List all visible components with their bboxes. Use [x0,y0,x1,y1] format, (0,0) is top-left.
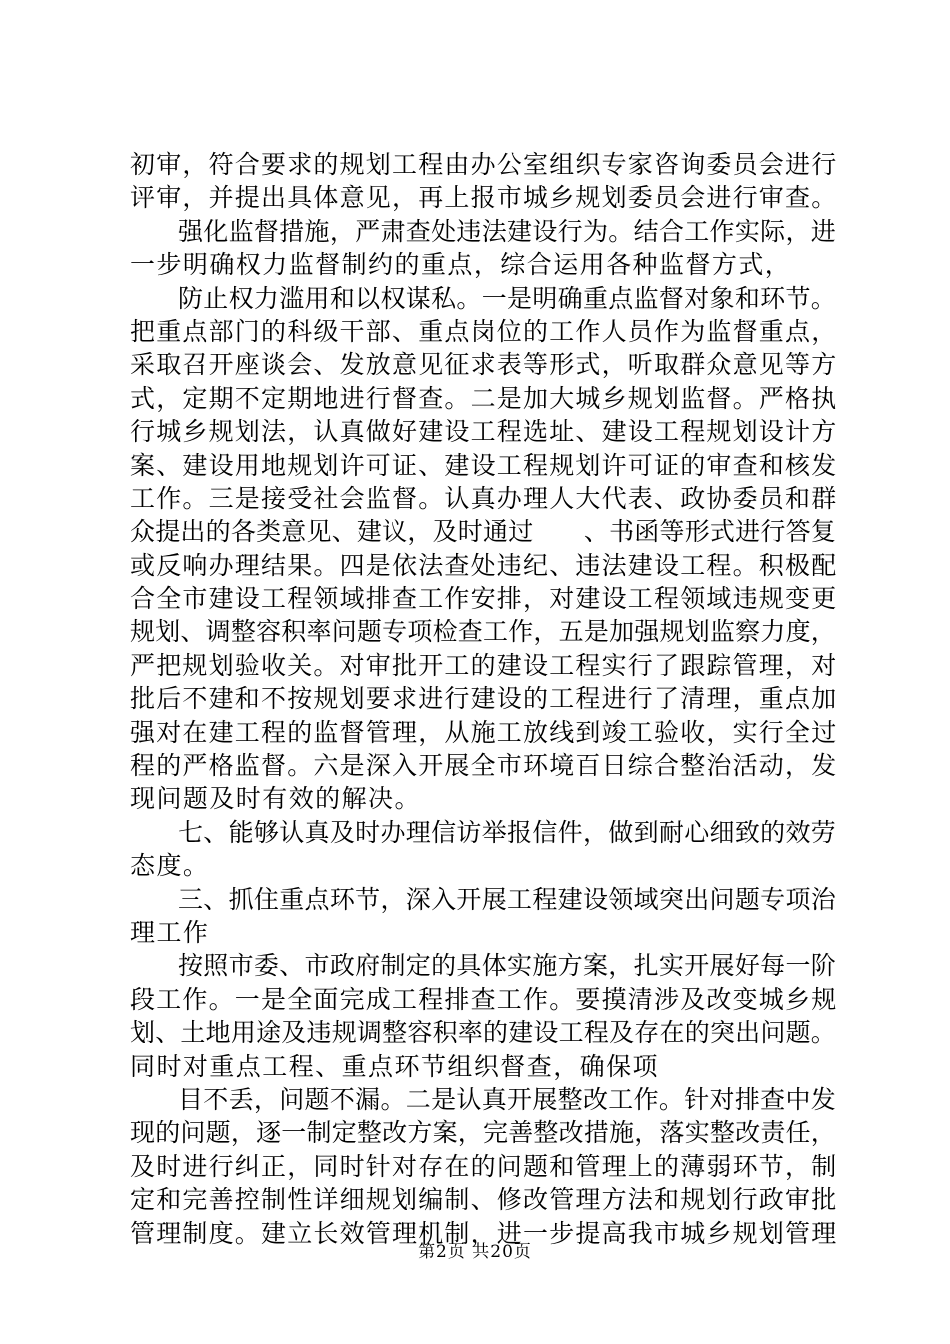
text-line: 按照市委、市政府制定的具体实施方案，扎实开展好每一阶 [178,951,836,981]
text-line: 强对在建工程的监督管理，从施工放线到竣工验收，实行全过 [130,717,838,747]
text-line: 定和完善控制性详细规划编制、修改管理方法和规划行政审批 [130,1185,838,1215]
text-line: 严把规划验收关。对审批开工的建设工程实行了跟踪管理，对 [130,650,838,680]
text-line: 案、建设用地规划许可证、建设工程规划许可证的审查和核发 [130,450,838,480]
text-line: 工作。三是接受社会监督。认真办理人大代表、政协委员和群 [130,483,838,513]
text-line: 或反响办理结果。四是依法查处违纪、违法建设工程。积极配 [130,550,838,580]
text-line: 防止权力滥用和以权谋私。一是明确重点监督对象和环节。 [178,283,836,313]
text-line: 程的严格监督。六是深入开展全市环境百日综合整治活动，发 [130,751,838,781]
text-line: 强化监督措施，严肃查处违法建设行为。结合工作实际，进 [178,216,836,246]
text-line: 段工作。一是全面完成工程排查工作。要摸清涉及改变城乡规 [130,984,838,1014]
text-line: 规划、调整容积率问题专项检查工作，五是加强规划监察力度， [130,617,836,647]
text-line: 划、土地用途及违规调整容积率的建设工程及存在的突出问题。 [130,1018,836,1048]
text-line: 管理制度。建立长效管理机制，进一步提高我市城乡规划管理 [130,1218,838,1248]
text-line: 目不丢，问题不漏。二是认真开展整改工作。针对排查中发 [178,1084,836,1114]
text-line: 批后不建和不按规划要求进行建设的工程进行了清理，重点加 [130,684,838,714]
text-line: 行城乡规划法，认真做好建设工程选址、建设工程规划设计方 [130,417,838,447]
text-line: 理工作 [130,917,210,947]
text-line: 态度。 [130,851,210,881]
text-line: 合全市建设工程领域排查工作安排，对建设工程领域违规变更 [130,584,838,614]
text-line: 评审，并提出具体意见，再上报市城乡规划委员会进行审查。 [130,183,838,213]
page-number-footer: 第2页 共20页 [418,1242,532,1262]
text-line: 把重点部门的科级干部、重点岗位的工作人员作为监督重点， [130,316,838,346]
text-line: 同时对重点工程、重点环节组织督查，确保项 [130,1051,660,1081]
text-line: 采取召开座谈会、发放意见征求表等形式，听取群众意见等方 [130,350,838,380]
text-line: 式，定期不定期地进行督查。二是加大城乡规划监督。严格执 [130,383,838,413]
document-body [130,148,836,1250]
text-line: 众提出的各类意见、建议，及时通过 、书函等形式进行答复 [130,517,836,547]
text-line: 及时进行纠正，同时针对存在的问题和管理上的薄弱环节，制 [130,1151,838,1181]
text-line: 三、抓住重点环节，深入开展工程建设领域突出问题专项治 [178,884,836,914]
text-line: 一步明确权力监督制约的重点，综合运用各种监督方式， [130,250,792,280]
text-line: 现问题及时有效的解决。 [130,784,421,814]
text-line: 现的问题，逐一制定整改方案，完善整改措施，落实整改责任， [130,1118,836,1148]
text-line: 初审，符合要求的规划工程由办公室组织专家咨询委员会进行 [130,150,838,179]
text-line: 七、能够认真及时办理信访举报信件，做到耐心细致的效劳 [178,817,836,847]
